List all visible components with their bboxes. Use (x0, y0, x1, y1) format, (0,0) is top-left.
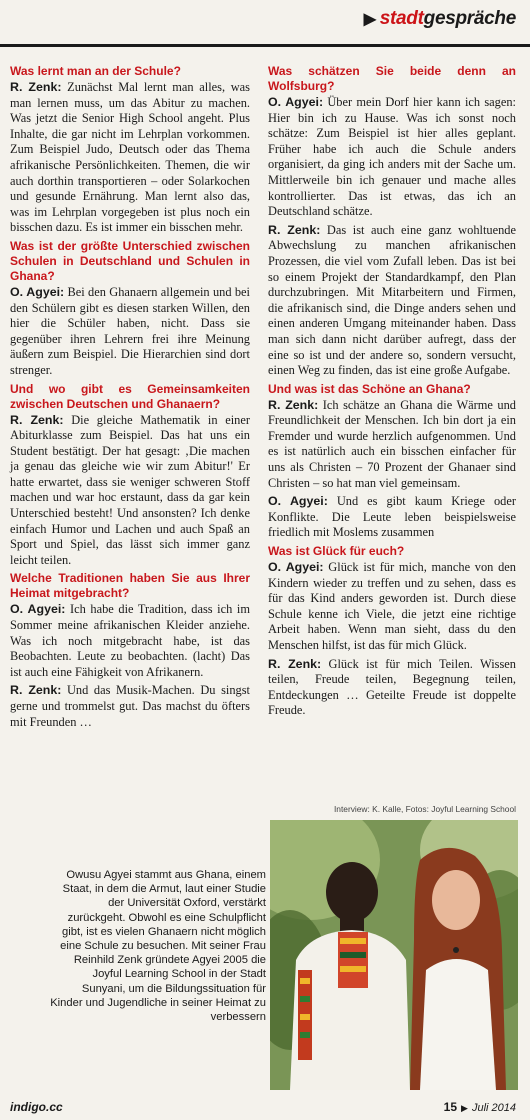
answer-paragraph (10, 602, 250, 680)
answer-paragraph (268, 223, 516, 379)
answer-paragraph (268, 657, 516, 719)
photo-illustration (270, 820, 518, 1090)
question-heading: Und wo gibt es Gemeinsamkeiten zwischen Deutschen und Ghanaern? (10, 381, 250, 411)
answer-text: Glück ist für mich, manche von den Kindern wieder zu treffen und zu sehen, dass es für das Kind anders geworden ist. Durch diese Schule kenne ich Viele, die jetzt eine richtige Arbeit haben. Wenn man sieht, dass du den Menschen hilfst, ist das für mich Glück. (268, 560, 517, 652)
question-heading: Was schätzen Sie beide denn an Wolfsburg? (268, 64, 516, 93)
answer-text: Das ist auch eine ganz wohltuende Abwechslung zu manchen afrikanischen Prozessen, die viel vom Zufall leben. Das ist bei so einem Projekt der Standardkampf, den Plan durchzubringen. Mit Mitarbeitern und Firmen, die afrikanisch sind, die Dinge anders sehen und einen anderen Umgang miteinander haben. Dass man sich dann nicht darüber aufregt, dass der eine so ist und der andere so, sondern versucht, einen Weg zu finden, das ist eine große Aufgabe. (268, 222, 516, 378)
brand-part2: gespräche (423, 8, 516, 29)
triangle-right-icon: ▶ (461, 1103, 468, 1113)
answer-text: Ich habe die Tradition, dass ich im Sommer meine afrikanischen Kleider anziehe. Was ich noch mitgebracht habe, ist das Beobachten. Leute zu beobachten. (lacht) Das ist auch eine Fähigkeit von Afrikanern. (10, 602, 250, 679)
page-number: 15 (443, 1100, 458, 1114)
answer-text: Und das Musik-Machen. Du singst gerne und trommelst gut. Das machst du öfters mit Freunden … (10, 683, 250, 729)
arrow-right-icon: ▶ (363, 11, 376, 28)
portrait-photo (270, 820, 518, 1090)
question-heading: Welche Traditionen haben Sie aus Ihrer Heimat mitgebracht? (10, 571, 250, 601)
photo-credit: Interview: K. Kalle, Fotos: Joyful Learning School (333, 804, 516, 814)
answer-text: Und es gibt kaum Kriege oder Konflikte. Die Leute leben beispielsweise friedlich mit Moslems zusammen (268, 494, 516, 540)
speaker-name: R. Zenk: (268, 397, 319, 412)
speaker-name: O. Agyei: (10, 284, 65, 299)
answer-paragraph (10, 80, 250, 236)
right-column (268, 64, 516, 722)
answer-paragraph (268, 95, 516, 220)
left-column (10, 64, 250, 733)
answer-paragraph (10, 285, 250, 379)
site-logo: indigo.cc (10, 1100, 63, 1114)
answer-paragraph (10, 683, 250, 730)
speaker-name: R. Zenk: (10, 412, 64, 427)
page-footer (444, 1100, 516, 1114)
answer-text: Über mein Dorf hier kann ich sagen: Hier bin ich zu Hause. Was ich sonst noch schätze: Zum Beispiel ist hier alles geplant. Früher habe ich auch die Schule anders organisiert, da ging ich anders mit der Sache um. Mittlerweile bin ich genauer und mache alles kontrollierter. Das ist etwas, das ich an Deutschland schätze. (268, 95, 516, 219)
speaker-name: R. Zenk: (268, 222, 321, 237)
question-heading: Was lernt man an der Schule? (10, 64, 181, 78)
question-heading: Und was ist das Schöne an Ghana? (268, 381, 471, 396)
speaker-name: R. Zenk: (268, 656, 322, 671)
answer-text: Die gleiche Mathematik in einer Abiturklasse zum Beispiel. Das hat uns ein Student bestätigt. Der hat gesagt: ‚Die machen ja genau das gleiche wie wir zum Abitur!' Er hatte erwartet, dass sie weniger schweren Stoff machen und war hoc erstaunt, dass da gar kein Unterschied besteht! Und ansonsten? Ich denke einfach Humor und Lachen und auch Spaß an Sport und Spiel, das lässt sich immer ganz leicht teilen. (10, 412, 250, 567)
issue-date: Juli 2014 (471, 1102, 516, 1114)
brand-part1: stadt (379, 8, 424, 29)
question-heading: Was ist der größte Unterschied zwischen Schulen in Deutschland und Schulen in Ghana? (10, 238, 250, 283)
answer-text: Glück ist für mich Teilen. Wissen teilen, Freude teilen, Begegnung teilen, Entdeckungen … Geteilte Freude ist doppelte Freude. (268, 656, 516, 718)
speaker-name: R. Zenk: (10, 80, 62, 94)
answer-text: Bei den Ghanaern allgemein und bei den Schülern gibt es diesen starken Willen, den hier die Schüler haben, nicht. Dass sie gegenüber ihren Lehrern frei ihre Meinung äußern zum Beispiel. Die Hierarchien sind dort strenger. (10, 284, 250, 377)
header-divider (0, 44, 530, 47)
question-heading: Was ist Glück für euch? (268, 544, 405, 559)
speaker-name: O. Agyei: (268, 95, 324, 109)
answer-paragraph (268, 398, 516, 492)
photo-caption: Owusu Agyei stammt aus Ghana, einem Staat, in dem die Armut, laut einer Studie der Universität Oxford, verstärkt zurückgeht. Obwohl es eine Schulpflicht gibt, ist es vielen Ghanaern nicht möglich eine Schule zu besuchen. Mit seiner Frau Reinhild Zenk gründete Agyei 2005 die Joyful Learning School in der Stadt Sunyani, um die Bildungssituation für Kinder und Jugendliche in seiner Heimat zu verbessern (50, 869, 266, 1024)
speaker-name: O. Agyei: (10, 602, 66, 617)
answer-paragraph (268, 560, 516, 654)
speaker-name: O. Agyei: (268, 560, 324, 575)
answer-text: Ich schätze an Ghana die Wärme und Freundlichkeit der Menschen. Ich bin dort ja ein Fremder und wurde herzlich aufgenommen. Und es ist natürlich auch ein bisschen einfacher für uns als Christen – 70 Prozent der Ghanaer sind Christen – so hat man viel gemeinsam. (268, 397, 516, 490)
answer-paragraph (268, 494, 516, 541)
answer-text: Zunächst Mal lernt man alles, was man lernen muss, um das Abitur zu machen. Was jetzt die Senior High School angeht. Plus Inhalte, die gar nicht im Lehrplan vorkommen. Zum Beispiel Judo, Deutsch oder das Thema afrikanische Persönlichkeiten. Themen, die wir auch dorthin transportieren – oder Solarkochen und gesunde Ernährung. Man lernt also das, was im Lehrplan vorgegeben ist plus noch ein bisschen dazu. Es ist immer ein bisschen mehr. (10, 80, 250, 235)
section-header (364, 8, 516, 30)
speaker-name: R. Zenk: (10, 683, 62, 698)
speaker-name: O. Agyei: (268, 494, 328, 509)
answer-paragraph (10, 413, 250, 569)
